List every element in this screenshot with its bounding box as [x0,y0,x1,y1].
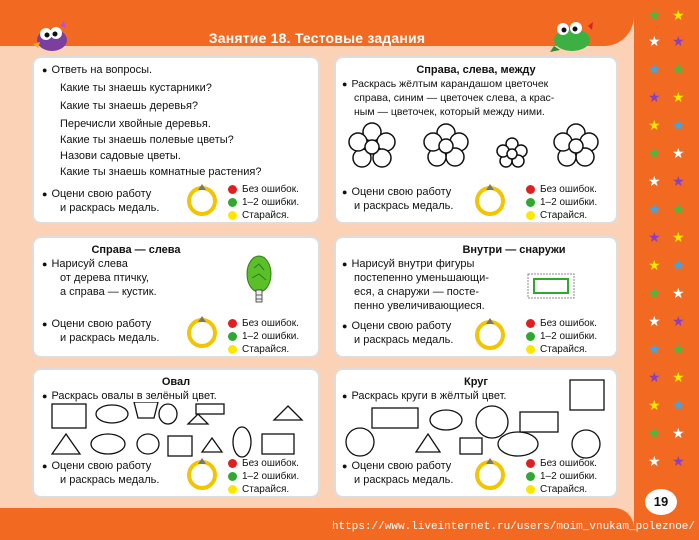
yellow-dot-icon [228,345,237,354]
card-heading: Справа — слева [91,244,181,256]
flowers-drawing[interactable] [344,122,614,172]
star-icon: ★ [648,285,661,301]
task-instruction-4: пенно увеличивающиеся. [354,300,485,312]
task-instruction-3: ным — цветочек, который между ними. [354,106,545,118]
question: Какие ты знаешь полевые цветы? [60,134,234,146]
star-icon: ★ [672,397,685,413]
red-dot-icon [526,319,535,328]
page-number: 19 [645,489,677,515]
medal-icon[interactable] [186,182,220,216]
legend-try: Старайся. [242,344,290,355]
star-icon: ★ [648,117,661,133]
yellow-dot-icon [526,211,535,220]
red-dot-icon [526,185,535,194]
medal-icon[interactable] [474,182,508,216]
star-icon: ★ [648,145,661,161]
green-dot-icon [526,472,535,481]
card-heading: Круг [464,376,488,388]
star-icon: ★ [672,369,685,385]
star-icon: ★ [648,33,661,49]
medal-icon[interactable] [474,456,508,490]
task-instruction: ● Раскрась жёлтым карандашом цветочек [342,78,548,91]
star-icon: ★ [672,7,685,23]
star-icon: ★ [648,229,661,245]
task-instruction-2: от дерева птичку, [60,272,149,284]
task-instruction: ● Раскрась круги в жёлтый цвет. [342,390,506,403]
star-icon: ★ [648,341,661,357]
flower-right-icon [554,124,598,166]
tree-icon [242,254,276,304]
star-icon: ★ [672,453,685,469]
star-icon: ★ [648,173,661,189]
purple-bird-mascot-icon [30,20,72,54]
star-icon: ★ [648,313,661,329]
shapes-drawing[interactable] [342,378,612,460]
rating-prompt-2: и раскрась медаль. [60,202,160,214]
flower-small-icon [497,138,527,167]
legend-try: Старайся. [242,210,290,221]
legend-few-errors: 1–2 ошибки. [242,197,300,208]
question: Назови садовые цветы. [60,150,181,162]
legend-few-errors: 1–2 ошибки. [242,331,300,342]
circle-card [334,368,618,498]
legend-no-errors: Без ошибок. [540,184,597,195]
inside-outside-card [334,236,618,358]
question: Какие ты знаешь комнатные растения? [60,166,262,178]
star-icon: ★ [648,201,661,217]
rating-prompt: ● Оцени свою работу [42,318,151,331]
task-instruction-2: постепенно уменьшающи- [354,272,489,284]
star-icon: ★ [672,285,685,301]
shapes-drawing[interactable] [48,402,314,458]
green-dot-icon [228,472,237,481]
right-left-between-card [334,56,618,224]
task-instruction-3: еся, а снаружи — посте- [354,286,480,298]
star-icon: ★ [648,257,661,273]
legend-few-errors: 1–2 ошибки. [540,471,598,482]
legend-try: Старайся. [540,210,588,221]
star-icon: ★ [648,61,661,77]
legend-few-errors: 1–2 ошибки. [540,331,598,342]
task-instruction: ● Раскрась овалы в зелёный цвет. [42,390,217,403]
card-heading: Справа, слева, между [416,64,536,76]
yellow-dot-icon [228,211,237,220]
star-icon: ★ [648,425,661,441]
rating-prompt: ● Оцени свою работу [42,460,151,473]
star-icon: ★ [648,7,661,23]
task-instruction: ● Ответь на вопросы. [42,64,152,77]
legend-no-errors: Без ошибок. [540,458,597,469]
yellow-dot-icon [228,485,237,494]
star-icon: ★ [672,33,685,49]
medal-icon[interactable] [474,316,508,350]
legend-try: Старайся. [242,484,290,495]
rating-prompt: ● Оцени свою работу [342,460,451,473]
legend-no-errors: Без ошибок. [540,318,597,329]
nested-rectangles-drawing[interactable] [526,272,576,300]
rating-prompt: ● Оцени свою работу [342,186,451,199]
star-icon: ★ [672,229,685,245]
star-icon: ★ [648,397,661,413]
legend-try: Старайся. [540,344,588,355]
oval-card [32,368,320,498]
star-icon: ★ [672,61,685,77]
legend-try: Старайся. [540,484,588,495]
task-instruction: ● Нарисуй слева [42,258,128,271]
star-icon: ★ [672,173,685,189]
red-dot-icon [228,459,237,468]
star-icon: ★ [672,341,685,357]
legend-no-errors: Без ошибок. [242,458,299,469]
rating-prompt-2: и раскрась медаль. [354,334,454,346]
red-dot-icon [228,319,237,328]
question: Какие ты знаешь деревья? [60,100,199,112]
right-left-card [32,236,320,358]
rating-prompt: ● Оцени свою работу [342,320,451,333]
star-icon: ★ [672,425,685,441]
star-icon: ★ [672,257,685,273]
question: Перечисли хвойные деревья. [60,118,211,130]
green-dot-icon [228,198,237,207]
green-dot-icon [526,332,535,341]
red-dot-icon [228,185,237,194]
star-icon: ★ [672,117,685,133]
task-instruction: ● Нарисуй внутри фигуры [342,258,474,271]
legend-no-errors: Без ошибок. [242,318,299,329]
star-icon: ★ [672,145,685,161]
star-icon: ★ [648,453,661,469]
rating-prompt-2: и раскрась медаль. [354,200,454,212]
questions-card [32,56,320,224]
yellow-dot-icon [526,485,535,494]
green-dot-icon [526,198,535,207]
task-instruction-3: а справа — кустик. [60,286,157,298]
star-icon: ★ [672,313,685,329]
legend-few-errors: 1–2 ошибки. [242,471,300,482]
card-heading: Внутри — снаружи [462,244,566,256]
page-title: Занятие 18. Тестовые задания [208,30,426,46]
star-icon: ★ [672,89,685,105]
green-dot-icon [228,332,237,341]
legend-few-errors: 1–2 ошибки. [540,197,598,208]
green-frog-mascot-icon [548,16,594,54]
star-icon: ★ [648,89,661,105]
rating-prompt-2: и раскрась медаль. [60,474,160,486]
medal-icon[interactable] [186,314,220,348]
medal-icon[interactable] [186,456,220,490]
legend-no-errors: Без ошибок. [242,184,299,195]
red-dot-icon [526,459,535,468]
flower-left-icon [349,123,395,167]
question: Какие ты знаешь кустарники? [60,82,212,94]
star-icon: ★ [648,369,661,385]
star-side-strip [634,0,699,540]
task-instruction-2: справа, синим — цветочек слева, а крас- [354,92,555,104]
flower-center-left-icon [424,124,468,166]
yellow-dot-icon [526,345,535,354]
source-url-watermark: https://www.liveinternet.ru/users/moim_vnukam_poleznoe/ [331,521,695,533]
card-heading: Овал [161,376,191,388]
rating-prompt-2: и раскрась медаль. [354,474,454,486]
rating-prompt: ● Оцени свою работу [42,188,151,201]
rating-prompt-2: и раскрась медаль. [60,332,160,344]
star-icon: ★ [672,201,685,217]
